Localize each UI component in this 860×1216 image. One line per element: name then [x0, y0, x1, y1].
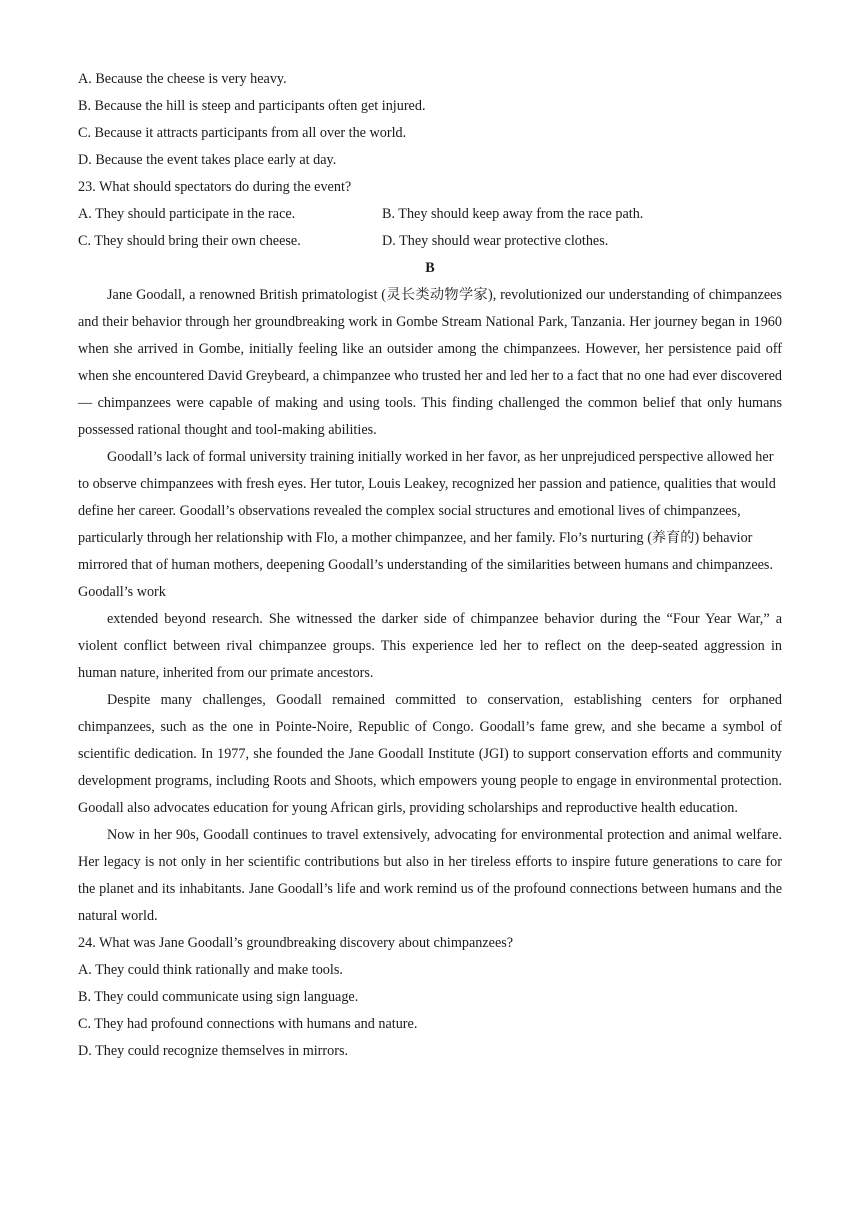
q23-stem: 23. What should spectators do during the event?: [78, 179, 352, 195]
q23-options-row-2: [78, 228, 782, 255]
q22-option-d: D. Because the event takes place early at day.: [78, 152, 337, 168]
q24-option-a: A. They could think rationally and make tools.: [78, 962, 343, 978]
section-label: B: [425, 260, 435, 276]
q22-option-b: B. Because the hill is steep and participants often get injured.: [78, 98, 426, 114]
q23-option-d: D. They should wear protective clothes.: [382, 233, 609, 249]
q23-option-a: A. They should participate in the race.: [78, 206, 296, 222]
q24-option-c: C. They had profound connections with humans and nature.: [78, 1016, 418, 1032]
q24-option-d: D. They could recognize themselves in mirrors.: [78, 1043, 349, 1059]
q22-option-a: A. Because the cheese is very heavy.: [78, 71, 287, 87]
q23-options-row-1: [78, 201, 782, 228]
exam-page: [78, 66, 782, 1065]
q23-option-b: B. They should keep away from the race path.: [382, 206, 644, 222]
passage-paragraph-3: extended beyond research. She witnessed the darker side of chimpanzee behavior during the “Four Year War,” a violent conflict between rival chimpanzee groups. This experience led her to reflect on the deep-seated aggression in human nature, inherited from our primate ancestors.: [78, 611, 782, 681]
passage-paragraph-2: Goodall’s lack of formal university training initially worked in her favor, as her unprejudiced perspective allowed her to observe chimpanzees with fresh eyes. Her tutor, Louis Leakey, recognized her passion and patience, qualities that would define her career. Goodall’s observations revealed the complex social structures and emotional lives of chimpanzees, particularly through her relationship with Flo, a mother chimpanzee, and her family. Flo’s nurturing (养育的) behavior mirrored that of human mothers, deepening Goodall’s understanding of the similarities between humans and chimpanzees. Goodall’s work: [78, 449, 776, 600]
q24-stem: 24. What was Jane Goodall’s groundbreaking discovery about chimpanzees?: [78, 935, 514, 951]
q22-option-c: C. Because it attracts participants from all over the world.: [78, 125, 407, 141]
passage-paragraph-4: Despite many challenges, Goodall remained committed to conservation, establishing centers for orphaned chimpanzees, such as the one in Pointe-Noire, Republic of Congo. Goodall’s fame grew, and she became a symbol of scientific dedication. In 1977, she founded the Jane Goodall Institute (JGI) to support conservation efforts and community development programs, including Roots and Shoots, which empowers young people to engage in environmental protection. Goodall also advocates education for young African girls, providing scholarships and reproductive health education.: [78, 692, 782, 816]
passage-paragraph-5: Now in her 90s, Goodall continues to travel extensively, advocating for environmental protection and animal welfare. Her legacy is not only in her scientific contributions but also in her tireless efforts to inspire future generations to care for the planet and its inhabitants. Jane Goodall’s life and work remind us of the profound connections between humans and the natural world.: [78, 827, 782, 924]
passage-paragraph-1: Jane Goodall, a renowned British primatologist (灵长类动物学家), revolutionized our understanding of chimpanzees and their behavior through her groundbreaking work in Gombe Stream National Park, Tanzania. Her journey began in 1960 when she arrived in Gombe, initially feeling like an outsider among the chimpanzees. However, her persistence paid off when she encountered David Greybeard, a chimpanzee who trusted her and led her to a fact that no one had ever discovered— chimpanzees were capable of making and using tools. This finding challenged the common belief that only humans possessed rational thought and tool-making abilities.: [78, 287, 782, 438]
q23-option-c: C. They should bring their own cheese.: [78, 233, 301, 249]
q24-option-b: B. They could communicate using sign language.: [78, 989, 359, 1005]
